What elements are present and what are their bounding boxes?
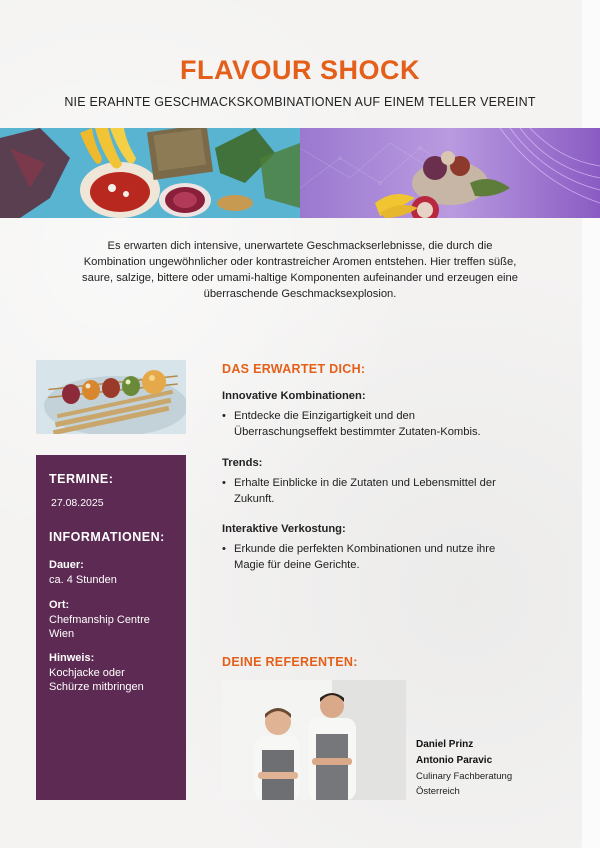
expect-item-bullet [222, 542, 542, 573]
bullet-text-line2: Überraschungseffekt bestimmter Zutaten-Kombis. [234, 425, 481, 438]
dauer-label: Dauer: [49, 559, 84, 571]
banner-image [0, 128, 600, 218]
intro-line: saure, salzige, bittere oder umami-haltige Komponenten aufeinander und erzeugen eine [82, 272, 518, 284]
expect-item-bullet [222, 409, 542, 440]
skewer-photo [36, 360, 186, 434]
ort-label: Ort: [49, 599, 70, 611]
bullet-dot: • [222, 410, 226, 422]
dauer-value: ca. 4 Stunden [49, 574, 117, 586]
expect-item-bullet [222, 476, 542, 507]
speaker-role-line2: Österreich [416, 786, 460, 797]
bullet-text-line1: Erhalte Einblicke in die Zutaten und Lebensmittel der [234, 477, 496, 489]
speakers-heading: DEINE REFERENTEN: [222, 655, 358, 669]
bullet-text-line1: Erkunde die perfekten Kombinationen und nutze ihre [234, 543, 496, 555]
ort-value-line1: Chefmanship Centre [49, 614, 150, 626]
bullet-dot: • [222, 543, 226, 555]
page-subtitle: NIE ERAHNTE GESCHMACKSKOMBINATIONEN AUF EINEM TELLER VEREINT [64, 95, 536, 109]
termine-heading: TERMINE: [49, 472, 114, 486]
expect-heading: DAS ERWARTET DICH: [222, 362, 366, 376]
hinweis-value-line1: Kochjacke oder [49, 667, 125, 679]
expect-item-title: Innovative Kombinationen: [222, 390, 366, 402]
banner-image-left [0, 128, 300, 218]
bullet-text-line1: Entdecke die Einzigartigkeit und den [234, 410, 415, 422]
bullet-text-line2: Magie für deine Gerichte. [234, 558, 360, 571]
expect-item-title: Interaktive Verkostung: [222, 523, 346, 535]
informationen-heading: INFORMATIONEN: [49, 530, 165, 544]
info-panel [36, 455, 186, 800]
hinweis-label: Hinweis: [49, 652, 95, 664]
intro-text [60, 238, 540, 302]
banner-image-right [300, 128, 600, 218]
ort-value-line2: Wien [49, 628, 75, 640]
intro-line: Kombination ungewöhnlicher oder kontrastreicher Aromen entstehen. Hier treffen süße, [83, 256, 517, 268]
speakers-photo [222, 680, 406, 800]
speaker-role-line1: Culinary Fachberatung [416, 771, 513, 782]
speaker-name: Antonio Paravic [416, 755, 493, 766]
expect-item-title: Trends: [222, 457, 263, 469]
bullet-dot: • [222, 477, 226, 489]
speaker-name: Daniel Prinz [416, 739, 474, 750]
bullet-text-line2: Zukunft. [234, 492, 275, 505]
hinweis-value-line2: Schürze mitbringen [49, 681, 144, 693]
intro-line: Es erwarten dich intensive, unerwartete Geschmackserlebnisse, die durch die [107, 240, 493, 252]
page-title: FLAVOUR SHOCK [180, 55, 420, 85]
termine-date: 27.08.2025 [51, 497, 104, 509]
intro-line: überraschende Geschmacksexplosion. [203, 288, 397, 300]
